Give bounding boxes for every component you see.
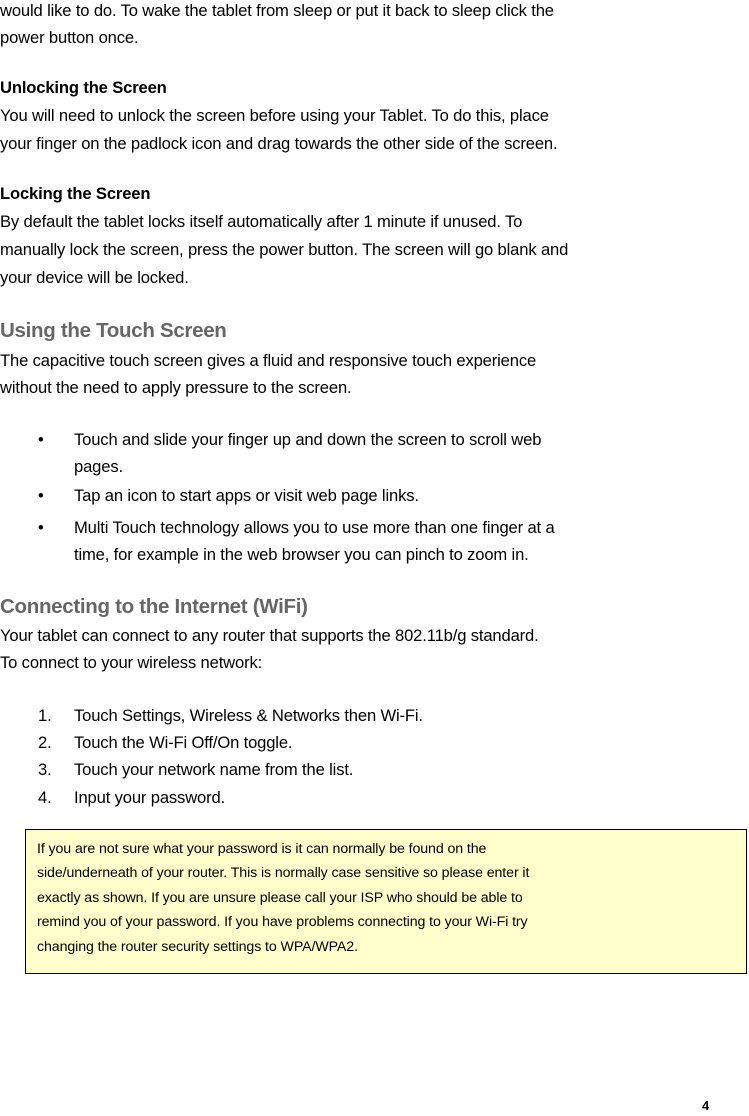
body-text: The capacitive touch screen gives a fluid and responsive touch experience: [0, 351, 537, 370]
body-text: Your tablet can connect to any router that supports the 802.11b/g standard.: [0, 626, 539, 645]
note-text: side/underneath of your router. This is normally case sensitive so please enter it: [37, 865, 530, 881]
step-text: Touch Settings, Wireless & Networks then Wi-Fi.: [74, 706, 423, 725]
body-text: without the need to apply pressure to the screen.: [0, 378, 352, 397]
section-heading-unlocking: Unlocking the Screen: [0, 78, 167, 97]
note-box: [25, 829, 747, 974]
step-text: Touch your network name from the list.: [74, 760, 354, 779]
page-number: 4: [702, 1098, 710, 1113]
list-item: Multi Touch technology allows you to use more than one finger at a: [74, 518, 555, 537]
section-heading-touch: Using the Touch Screen: [0, 319, 227, 342]
step-text: Touch the Wi-Fi Off/On toggle.: [74, 733, 293, 752]
bullet-icon: •: [38, 486, 44, 505]
list-item: time, for example in the web browser you can pinch to zoom in.: [74, 545, 529, 564]
list-item: pages.: [74, 457, 123, 476]
body-text: manually lock the screen, press the power button. The screen will go blank and: [0, 240, 569, 259]
body-text: would like to do. To wake the tablet from sleep or put it back to sleep click the: [0, 1, 554, 20]
body-text: your finger on the padlock icon and drag towards the other side of the screen.: [0, 134, 558, 153]
body-text: By default the tablet locks itself automatically after 1 minute if unused. To: [0, 212, 523, 231]
body-text: To connect to your wireless network:: [0, 653, 263, 672]
body-text: You will need to unlock the screen before using your Tablet. To do this, place: [0, 106, 549, 125]
note-text: If you are not sure what your password is it can normally be found on the: [37, 841, 487, 857]
section-heading-wifi: Connecting to the Internet (WiFi): [0, 595, 308, 618]
step-number: 3.: [38, 760, 52, 779]
body-text: power button once.: [0, 28, 139, 47]
step-text: Input your password.: [74, 788, 226, 807]
list-item: Touch and slide your finger up and down the screen to scroll web: [74, 430, 542, 449]
body-text: your device will be locked.: [0, 268, 189, 287]
section-heading-locking: Locking the Screen: [0, 184, 151, 203]
note-text: exactly as shown. If you are unsure please call your ISP who should be able to: [37, 890, 523, 906]
step-number: 4.: [38, 788, 52, 807]
bullet-icon: •: [38, 518, 44, 537]
list-item: Tap an icon to start apps or visit web page links.: [74, 486, 419, 505]
note-text: remind you of your password. If you have problems connecting to your Wi-Fi try: [37, 914, 528, 930]
bullet-icon: •: [38, 430, 44, 449]
step-number: 2.: [38, 733, 52, 752]
note-text: changing the router security settings to WPA/WPA2.: [37, 939, 358, 955]
step-number: 1.: [38, 706, 52, 725]
